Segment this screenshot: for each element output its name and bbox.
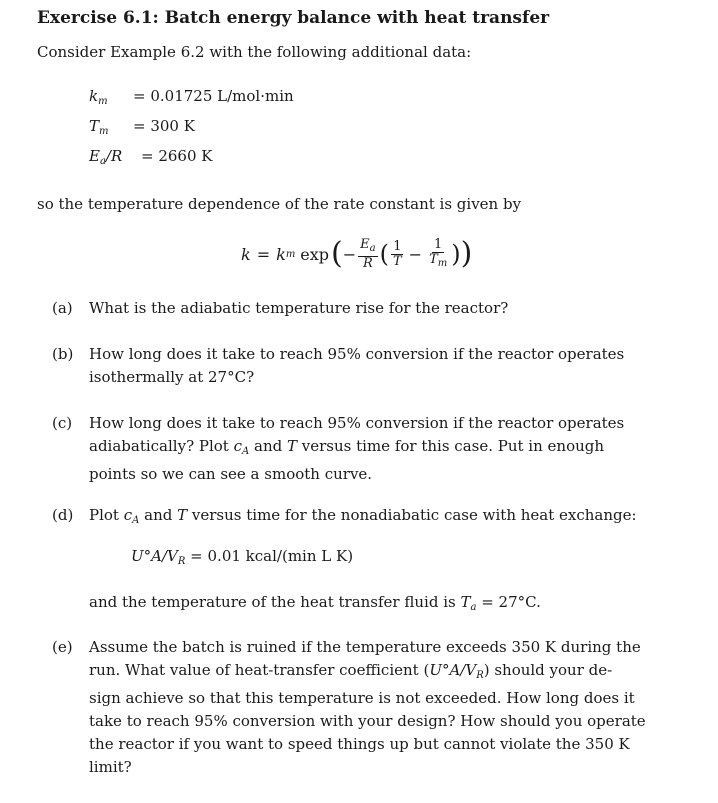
question-d-line-1: Plot $c_A$ and T versus time for the nonadiabatic case with heat exchange: (89, 506, 637, 526)
question-e-line-2: run. What value of heat-transfer coefficient $(U^\circ A/V_R)$ should your de- (89, 661, 613, 681)
question-a-label: (a) (52, 299, 73, 317)
symbol-km: $k_m$ (89, 87, 108, 107)
question-c-line-2: adiabatically? Plot $c_A$ and T versus time for this case. Put in enough (89, 437, 605, 457)
rate-constant-equation: k = k m exp ( − $\frac{E_a}{R}$ ( $\frac{1}{T}$ − $\frac{1}{T_m}$ ) ) (241, 236, 473, 271)
intro-text: Consider Example 6.2 with the following additional data: (37, 43, 472, 61)
fraction-one-over-tm: $\frac{1}{T_m}$ (429, 236, 448, 269)
question-e-line-6: limit? (89, 758, 132, 776)
question-e-line-1: Assume the batch is ruined if the temperature exceeds 350 K during the (89, 638, 641, 656)
question-a-text: What is the adiabatic temperature rise for the reactor? (89, 299, 509, 317)
heat-exchange-formula: $U^\circ A/V_R = 0.01$ kcal/(min L K) (131, 547, 354, 567)
question-e-line-3: sign achieve so that this temperature is not exceeded. How long does it (89, 689, 635, 707)
additional-data-list (89, 84, 294, 174)
question-d-label: (d) (52, 506, 74, 524)
question-d-line-2: and the temperature of the heat transfer fluid is $T_a = 27^\circ C$. (89, 593, 541, 613)
value-ea-r: = 2660 K (141, 147, 213, 165)
value-km: = 0.01725 L/mol·min (133, 87, 294, 105)
question-b-line-2: isothermally at 27°C? (89, 368, 255, 386)
symbol-tm: $T_m$ (89, 117, 109, 137)
data-row-tm (89, 114, 294, 144)
fraction-one-over-t: $\frac{1}{T}$ (393, 238, 402, 269)
fraction-ea-over-r: $\frac{E_a}{R}$ (360, 236, 376, 271)
question-e-line-5: the reactor if you want to speed things up but cannot violate the 350 K (89, 735, 630, 753)
exercise-title: Exercise 6.1: Batch energy balance with heat transfer (37, 8, 550, 28)
symbol-ea-r: $E_a/R$ (89, 147, 123, 167)
question-b-line-1: How long does it take to reach 95% conversion if the reactor operates (89, 345, 625, 363)
data-row-km (89, 84, 294, 114)
question-c-label: (c) (52, 414, 73, 432)
question-b-label: (b) (52, 345, 74, 363)
question-c-line-3: points so we can see a smooth curve. (89, 465, 373, 483)
data-row-ea-r (89, 144, 294, 174)
lead-text: so the temperature dependence of the rate constant is given by (37, 195, 522, 213)
value-tm: = 300 K (133, 117, 195, 135)
question-e-label: (e) (52, 638, 73, 656)
question-c-line-1: How long does it take to reach 95% conversion if the reactor operates (89, 414, 625, 432)
question-e-line-4: take to reach 95% conversion with your design? How should you operate (89, 712, 646, 730)
